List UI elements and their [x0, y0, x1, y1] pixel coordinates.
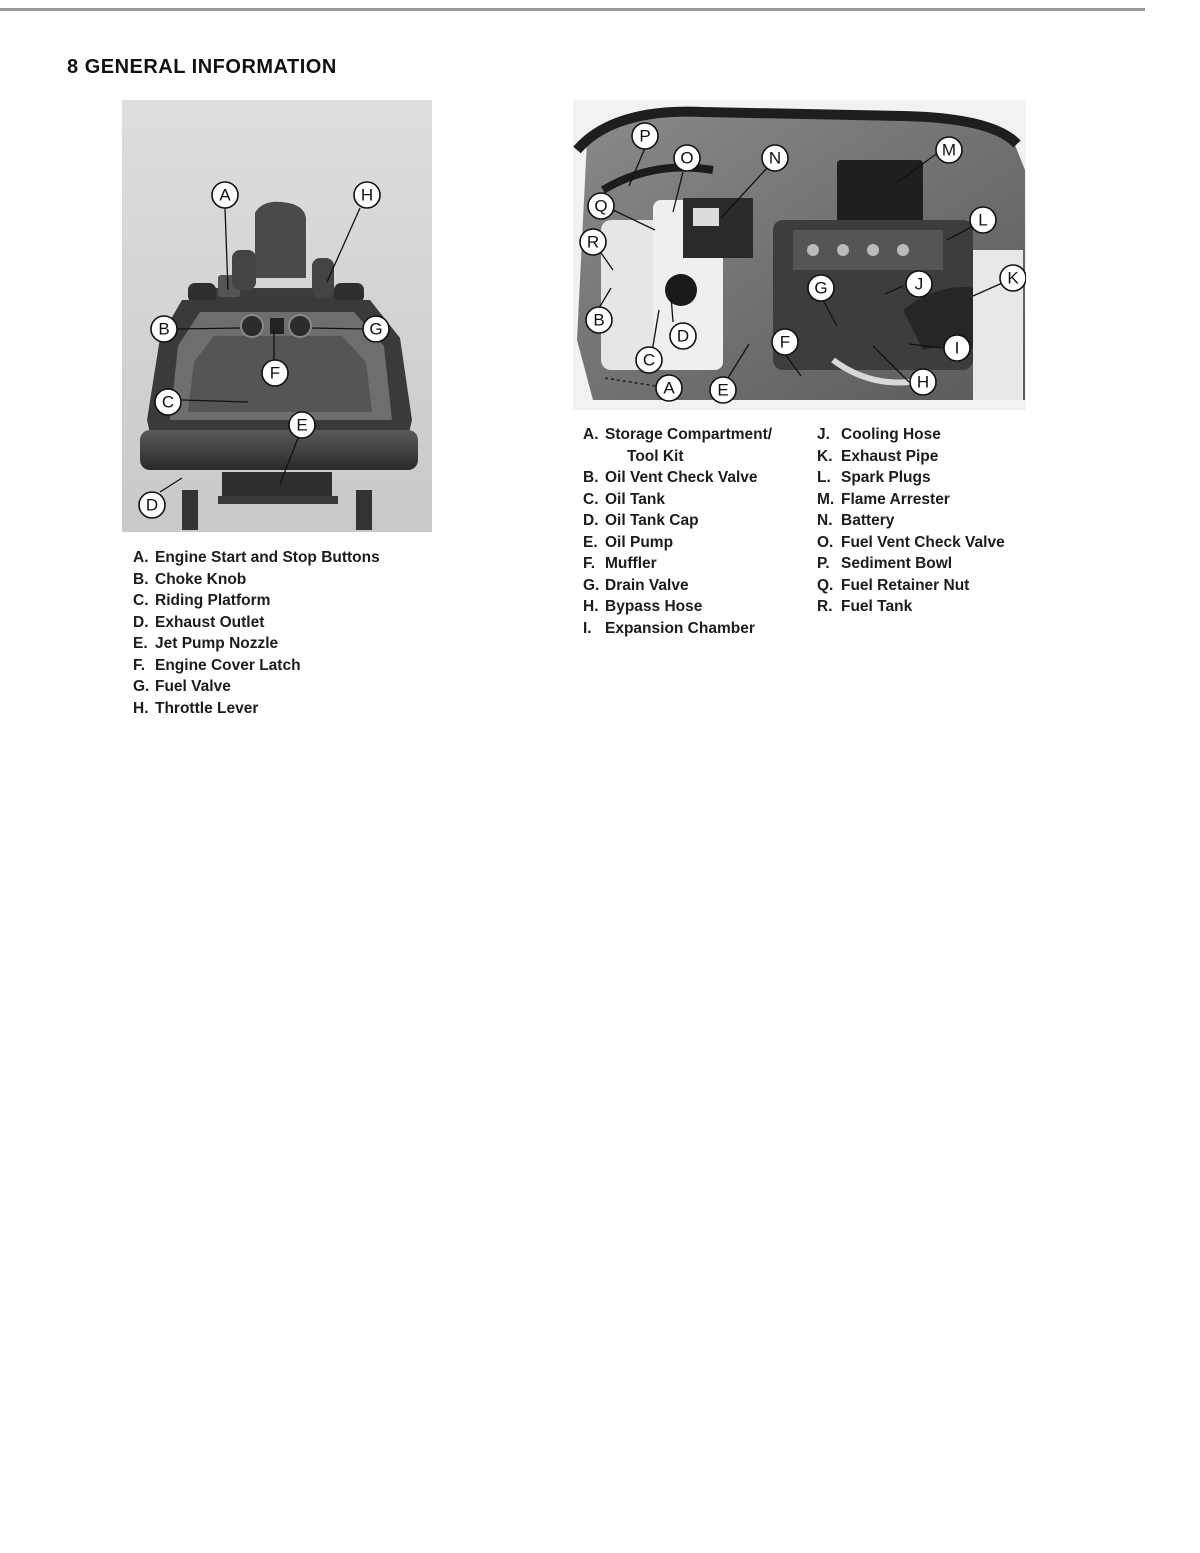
legend-item: [133, 698, 380, 720]
callout-f2-letter: F: [779, 332, 791, 352]
legend-text: Sediment Bowl: [841, 555, 953, 572]
callout-i: [944, 335, 970, 361]
callout-b-letter: B: [158, 319, 170, 339]
legend-text: Throttle Lever: [155, 699, 259, 717]
callout-c2: [636, 347, 662, 373]
legend-key: D.: [583, 512, 599, 529]
legend-item: [583, 575, 772, 597]
callout-f2: [772, 329, 798, 355]
callout-j: [906, 271, 932, 297]
callout-d2: [670, 323, 696, 349]
legend-text: Cooling Hose: [841, 426, 941, 443]
callout-g2: [808, 275, 834, 301]
callout-h2: [910, 369, 936, 395]
callout-f: [262, 360, 288, 386]
legend-item: [133, 655, 380, 677]
legend-key: C.: [583, 490, 599, 508]
callout-m-letter: M: [941, 140, 957, 160]
legend-key: G.: [133, 678, 150, 695]
legend-item: [817, 467, 1005, 489]
legend-text: Fuel Tank: [841, 598, 913, 615]
legend-item: [583, 596, 772, 618]
right-figure-legend-col2: [817, 424, 1005, 618]
legend-key: F.: [133, 656, 146, 674]
callout-a2-letter: A: [663, 378, 675, 398]
callout-f-letter: F: [269, 363, 281, 383]
page-header: [67, 56, 337, 79]
legend-item: [133, 633, 380, 655]
callout-e2-letter: E: [717, 380, 729, 400]
legend-item: [583, 446, 772, 468]
callout-r-letter: R: [586, 232, 600, 252]
callout-c: [155, 389, 181, 415]
legend-key: L.: [817, 469, 831, 486]
legend-key: O.: [817, 533, 834, 551]
legend-item: [133, 547, 380, 569]
legend-item: [133, 676, 380, 698]
legend-item: [133, 612, 380, 634]
legend-text: Engine Start and Stop Buttons: [155, 549, 380, 566]
legend-item: [817, 510, 1005, 532]
legend-key: F.: [583, 555, 596, 572]
callout-p: [632, 123, 658, 149]
legend-key: B.: [133, 570, 149, 588]
legend-text: Exhaust Outlet: [155, 613, 265, 631]
callout-c-letter: C: [161, 392, 175, 412]
callout-m: [936, 137, 962, 163]
callout-l-letter: L: [978, 210, 988, 230]
legend-text: Storage Compartment/: [605, 426, 773, 443]
legend-text: Bypass Hose: [605, 598, 703, 615]
legend-text: Tool Kit: [627, 447, 684, 465]
legend-item: [817, 575, 1005, 597]
callout-o: [674, 145, 700, 171]
callout-g-letter: G: [369, 319, 383, 339]
legend-text: Jet Pump Nozzle: [155, 635, 279, 652]
page-number: 8: [67, 56, 79, 78]
callout-e: [289, 412, 315, 438]
callout-d: [139, 492, 165, 518]
legend-key: Q.: [817, 576, 834, 594]
legend-key: P.: [817, 555, 830, 572]
callout-p-letter: P: [639, 126, 651, 146]
section-title: GENERAL INFORMATION: [84, 56, 337, 78]
callout-i-letter: I: [954, 338, 960, 358]
legend-item: [583, 553, 772, 575]
callout-h-letter: H: [360, 185, 374, 205]
legend-key: G.: [583, 576, 600, 594]
callout-b: [151, 316, 177, 342]
legend-item: [817, 446, 1005, 468]
legend-text: Fuel Vent Check Valve: [841, 533, 1005, 551]
legend-text: Fuel Valve: [155, 678, 231, 695]
legend-key: M.: [817, 490, 835, 508]
callout-e2: [710, 377, 736, 403]
legend-text: Muffler: [605, 555, 657, 572]
callout-c2-letter: C: [642, 350, 656, 370]
legend-key: N.: [817, 512, 833, 529]
callout-h: [354, 182, 380, 208]
callout-q-letter: Q: [594, 196, 608, 216]
legend-text: Battery: [841, 512, 895, 529]
legend-key: B.: [583, 469, 599, 486]
legend-key: J.: [817, 426, 830, 443]
jet-ski-rear-photo: [122, 100, 432, 532]
legend-text: Spark Plugs: [841, 469, 931, 486]
legend-item: [817, 596, 1005, 618]
legend-text: Oil Tank Cap: [605, 512, 699, 529]
legend-text: Flame Arrester: [841, 490, 950, 508]
legend-text: Riding Platform: [155, 592, 271, 609]
top-rule: [0, 8, 1145, 11]
callout-d2-letter: D: [676, 326, 690, 346]
callout-l: [970, 207, 996, 233]
legend-text: Drain Valve: [605, 576, 689, 594]
callout-b2-letter: B: [593, 310, 605, 330]
legend-item: [817, 489, 1005, 511]
callout-n: [762, 145, 788, 171]
legend-key: H.: [583, 598, 599, 615]
legend-text: Expansion Chamber: [605, 619, 755, 637]
callout-h2-letter: H: [916, 372, 930, 392]
legend-text: Oil Vent Check Valve: [605, 469, 758, 486]
right-figure-legend-col1: [583, 424, 772, 639]
legend-item: [583, 532, 772, 554]
legend-item: [817, 424, 1005, 446]
legend-key: E.: [583, 533, 598, 551]
legend-item: [817, 553, 1005, 575]
legend-key: C.: [133, 592, 149, 609]
legend-key: H.: [133, 699, 149, 717]
callout-a-letter: A: [219, 185, 231, 205]
legend-text: Engine Cover Latch: [155, 656, 301, 674]
callout-k-letter: K: [1007, 268, 1019, 288]
legend-item: [583, 467, 772, 489]
left-figure-legend: [133, 547, 380, 719]
legend-item: [583, 510, 772, 532]
legend-item: [583, 489, 772, 511]
callout-g2-letter: G: [814, 278, 828, 298]
legend-item: [583, 424, 772, 446]
legend-text: Exhaust Pipe: [841, 447, 939, 465]
callout-k: [1000, 265, 1026, 291]
legend-key: R.: [817, 598, 833, 615]
legend-text: Oil Pump: [605, 533, 674, 551]
legend-item: [817, 532, 1005, 554]
callout-g: [363, 316, 389, 342]
callout-o-letter: O: [680, 148, 694, 168]
legend-item: [133, 569, 380, 591]
engine-compartment-photo: [573, 100, 1026, 410]
legend-key: A.: [583, 426, 599, 443]
legend-key: E.: [133, 635, 148, 652]
callout-a: [212, 182, 238, 208]
callout-d-letter: D: [145, 495, 159, 515]
callout-n-letter: N: [768, 148, 782, 168]
legend-key: A.: [133, 549, 149, 566]
callout-q: [588, 193, 614, 219]
legend-key: I.: [583, 619, 592, 637]
legend-item: [583, 618, 772, 640]
legend-text: Fuel Retainer Nut: [841, 576, 970, 594]
callout-r: [580, 229, 606, 255]
callout-e-letter: E: [296, 415, 308, 435]
legend-text: Choke Knob: [155, 570, 247, 588]
callout-j-letter: J: [914, 274, 924, 294]
callout-b2: [586, 307, 612, 333]
legend-text: Oil Tank: [605, 490, 666, 508]
legend-key: K.: [817, 447, 833, 465]
legend-key: D.: [133, 613, 149, 631]
callout-a2: [656, 375, 682, 401]
legend-item: [133, 590, 380, 612]
